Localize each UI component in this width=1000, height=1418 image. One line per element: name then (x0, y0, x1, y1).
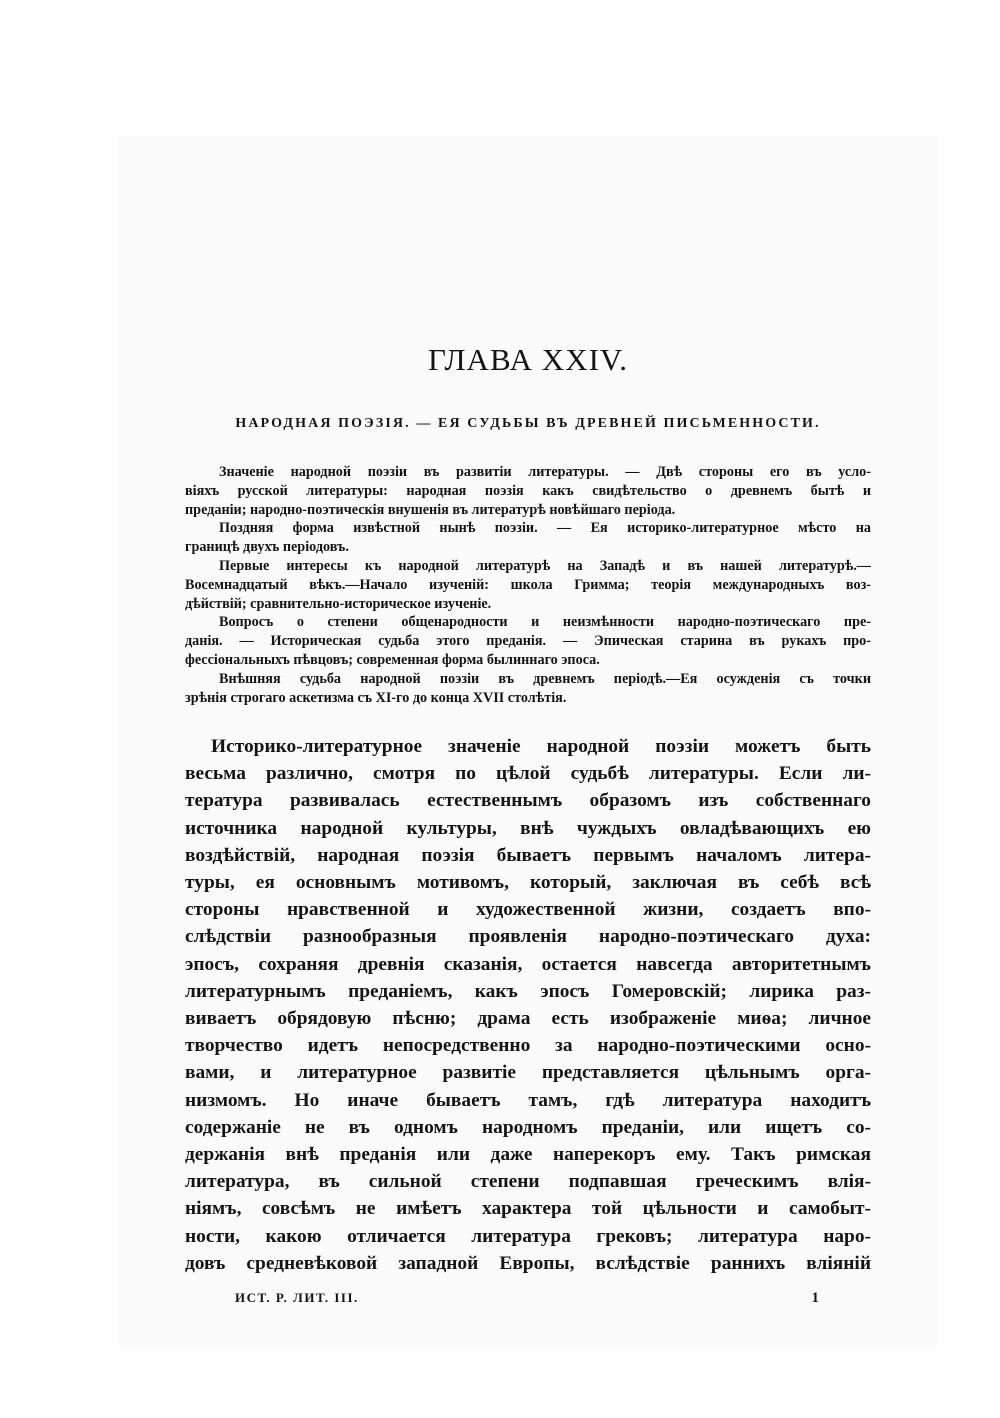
signature-mark: ИСТ. Р. ЛИТ. III. (235, 1290, 359, 1305)
summary-line: преданіи; народно-поэтическія внушенія въ литературѣ новѣйшаго періода. (185, 501, 676, 518)
body-line: источника народной культуры, внѣ чуждыхъ овладѣвающихъ ею (185, 817, 871, 839)
chapter-summary (185, 463, 871, 707)
body-line: низмомъ. Но иначе бываетъ тамъ, гдѣ литература находитъ (185, 1089, 871, 1111)
body-line: воздѣйствій, народная поэзія бываетъ первымъ началомъ литера- (185, 844, 871, 866)
body-line: ности, какою отличается литература грековъ; литература наро- (185, 1225, 871, 1247)
page-number: 1 (811, 1290, 819, 1306)
body-line: вами, и литературное развитіе представляется цѣльнымъ орга- (185, 1062, 871, 1084)
summary-line: Вопросъ о степени общенародности и неизмѣнности народно-поэтическаго пре- (219, 614, 871, 631)
body-line: содержаніе не въ одномъ народномъ преданіи, или ищетъ со- (185, 1116, 871, 1138)
summary-line: зрѣнія строгаго аскетизма съ XI-го до конца XVII столѣтія. (185, 689, 567, 706)
body-line: Историко-литературное значеніе народной поэзіи можетъ быть (211, 736, 871, 757)
body-line: туры, ея основнымъ мотивомъ, который, заключая въ себѣ всѣ (185, 872, 871, 894)
body-paragraph (185, 733, 871, 1277)
body-line: творчество идетъ непосредственно за народно-поэтическими осно- (185, 1035, 871, 1057)
body-line: слѣдствіи разнообразныя проявленія народно-поэтическаго духа: (185, 926, 871, 948)
body-line: литературнымъ преданіемъ, какъ эпосъ Гомеровскій; лирика раз- (185, 980, 871, 1002)
summary-line: дѣйствій; сравнительно-историческое изученіе. (185, 595, 492, 612)
page-footer (235, 1290, 819, 1307)
chapter-title: ГЛАВА XXIV. (427, 342, 629, 377)
summary-line: данія. — Историческая судьба этого преданія. — Эпическая старина въ рукахъ про- (185, 633, 871, 650)
summary-line: Восемнадцатый вѣкъ.—Начало изученій: школа Гримма; теорія международныхъ воз- (185, 576, 871, 593)
chapter-subtitle: НАРОДНАЯ ПОЭЗІЯ. — ЕЯ СУДЬБЫ ВЪ ДРЕВНЕЙ ПИСЬМЕННОСТИ. (235, 416, 821, 431)
body-line: виваетъ обрядовую пѣсню; драма есть изображеніе миѳа; личное (185, 1008, 871, 1030)
summary-line: віяхъ русской литературы: народная поэзія какъ свидѣтельство о древнемъ бытѣ и (185, 482, 871, 499)
body-line: довъ средневѣковой западной Европы, вслѣдствіе раннихъ вліяній (185, 1252, 871, 1274)
body-line: тература развивалась естественнымъ образомъ изъ собственнаго (185, 790, 871, 812)
body-line: ніямъ, совсѣмъ не имѣетъ характера той цѣльности и самобыт- (185, 1198, 871, 1220)
body-line: весьма различно, смотря по цѣлой судьбѣ литературы. Если ли- (185, 763, 871, 785)
summary-line: фессіональныхъ пѣвцовъ; современная форма былиннаго эпоса. (185, 651, 600, 668)
summary-line: Поздняя форма извѣстной нынѣ поэзіи. — Ея историко-литературное мѣсто на (219, 520, 871, 537)
summary-line: Первые интересы къ народной литературѣ на Западѣ и въ нашей литературѣ.— (219, 557, 871, 574)
body-line: стороны нравственной и художественной жизни, создаетъ впо- (185, 899, 871, 921)
body-line: эпосъ, сохраняя древнія сказанія, остается навсегда авторитетнымъ (185, 953, 871, 975)
body-line: держанія внѣ преданія или даже наперекоръ ему. Такъ римская (185, 1144, 871, 1166)
summary-line: границѣ двухъ періодовъ. (185, 539, 349, 556)
body-line: литература, въ сильной степени подпавшая греческимъ влія- (185, 1171, 871, 1193)
summary-line: Внѣшняя судьба народной поэзіи въ древнемъ періодѣ.—Ея осужденія съ точки (219, 670, 871, 687)
summary-line: Значеніе народной поэзіи въ развитіи литературы. — Двѣ стороны его въ усло- (219, 464, 871, 480)
